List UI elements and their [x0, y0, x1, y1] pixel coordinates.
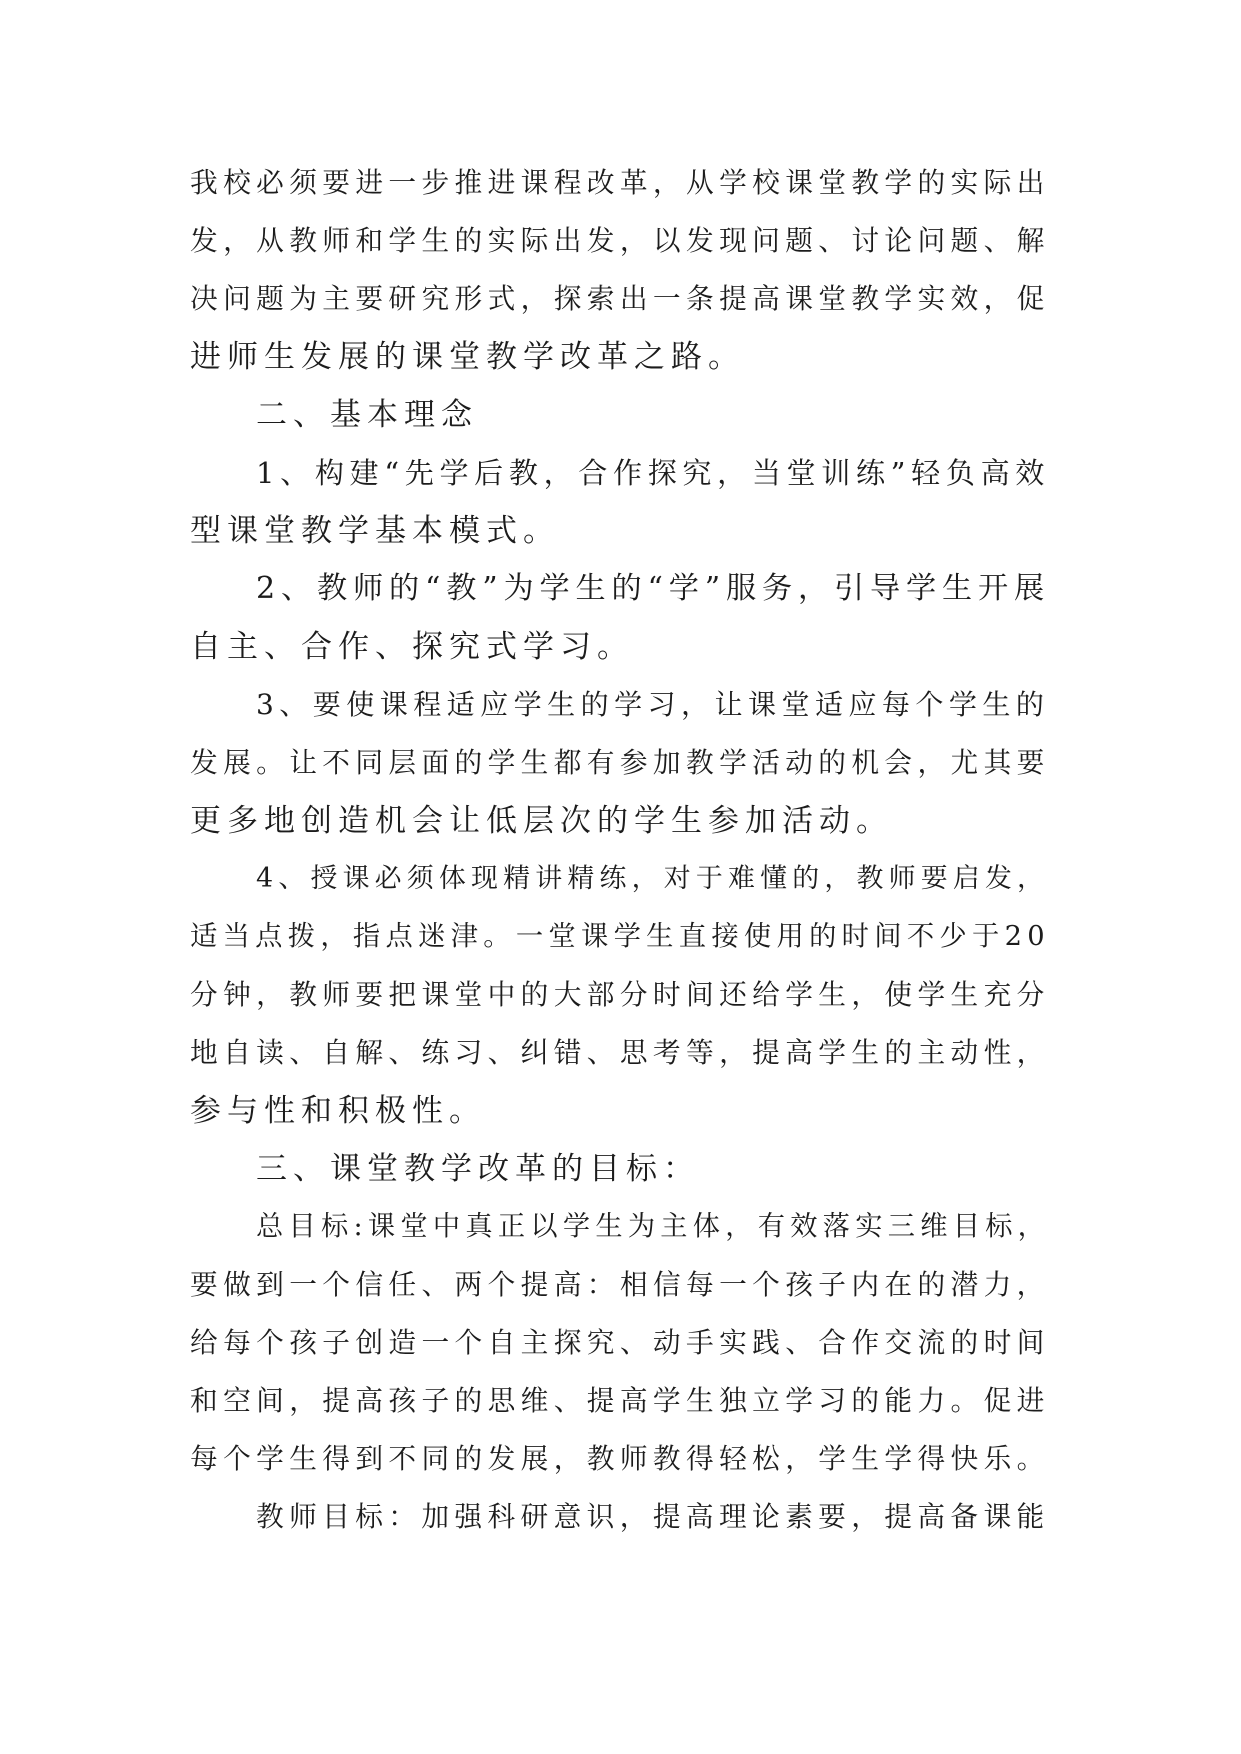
text-line: 我校必须要进一步推进课程改革，从学校课堂教学的实际出: [190, 166, 1050, 199]
text-line: 3、要使课程适应学生的学习，让课堂适应每个学生的: [256, 688, 1050, 721]
text-line: 4、授课必须体现精讲精练，对于难懂的，教师要启发，: [256, 863, 1050, 894]
text-line: 总目标:课堂中真正以学生为主体，有效落实三维目标，: [256, 1211, 1051, 1242]
text-line: 分钟，教师要把课堂中的大部分时间还给学生，使学生充分: [190, 978, 1050, 1011]
section-heading: 三、课堂教学改革的目标：: [256, 1151, 700, 1187]
text-line: 给每个孩子创造一个自主探究、动手实践、合作交流的时间: [190, 1326, 1050, 1359]
text-line: 适当点拨，指点迷津。一堂课学生直接使用的时间不少于20: [190, 921, 1050, 952]
text-line: 和空间，提高孩子的思维、提高学生独立学习的能力。促进: [190, 1384, 1050, 1417]
text-line: 发，从教师和学生的实际出发，以发现问题、讨论问题、解: [190, 224, 1050, 257]
text-line: 每个学生得到不同的发展，教师教得轻松，学生学得快乐。: [190, 1442, 1050, 1475]
text-line: 2、教师的“教”为学生的“学”服务，引导学生开展: [256, 571, 1050, 606]
text-line: 要做到一个信任、两个提高：相信每一个孩子内在的潜力，: [190, 1268, 1050, 1301]
text-line: 进师生发展的课堂教学改革之路。: [190, 339, 745, 375]
document-body: [190, 154, 1050, 1546]
text-line: 发展。让不同层面的学生都有参加教学活动的机会，尤其要: [190, 746, 1050, 779]
text-line: 参与性和积极性。: [190, 1093, 486, 1129]
text-line: 型课堂教学基本模式。: [190, 513, 560, 549]
section-heading: 二、基本理念: [256, 397, 478, 433]
text-line: 1、构建“先学后教，合作探究，当堂训练”轻负高效: [256, 456, 1051, 490]
text-line: 地自读、自解、练习、纠错、思考等，提高学生的主动性，: [190, 1036, 1050, 1069]
text-line: 自主、合作、探究式学习。: [190, 629, 634, 665]
text-line: 决问题为主要研究形式，探索出一条提高课堂教学实效，促: [190, 282, 1050, 315]
text-line: 更多地创造机会让低层次的学生参加活动。: [190, 803, 893, 839]
text-line: 教师目标：加强科研意识，提高理论素要，提高备课能: [256, 1500, 1050, 1533]
